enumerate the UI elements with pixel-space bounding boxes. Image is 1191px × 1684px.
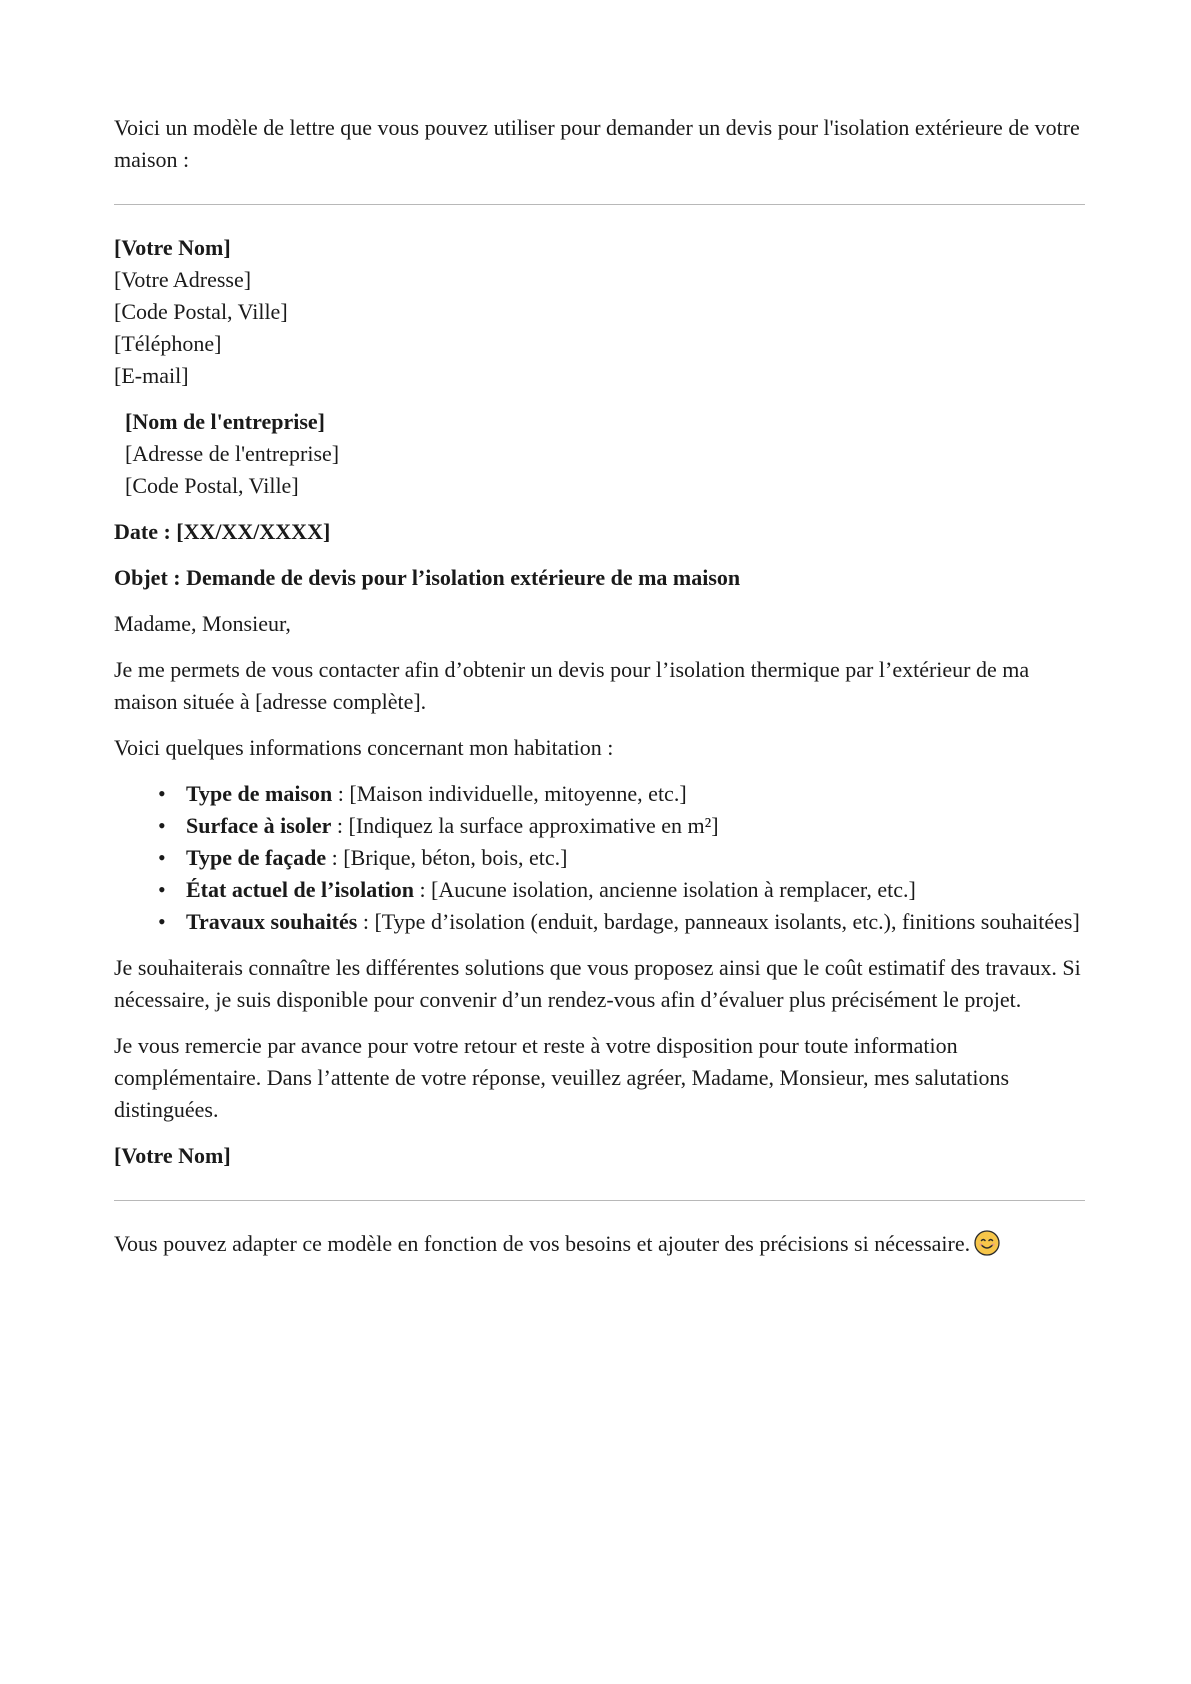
detail-label: Type de façade — [186, 845, 327, 870]
recipient-name: [Nom de l'entreprise] — [125, 409, 325, 434]
detail-value: : [Aucune isolation, ancienne isolation à remplacer, etc.] — [413, 877, 916, 902]
detail-label: Surface à isoler — [186, 813, 332, 838]
list-item — [186, 810, 1085, 842]
paragraph-closing: Je vous remercie par avance pour votre retour et reste à votre disposition pour toute information complémentaire. Dans l’attente de votre réponse, veuillez agréer, Madame, Monsieur, mes salutations distinguées. — [114, 1033, 1010, 1122]
recipient-block — [114, 406, 1085, 502]
list-item — [186, 778, 1085, 810]
top-divider — [114, 204, 1085, 205]
sender-block — [114, 232, 1085, 392]
outro-text — [114, 1228, 1085, 1260]
detail-label: Travaux souhaités — [186, 909, 358, 934]
detail-label: État actuel de l’isolation — [186, 877, 414, 902]
house-details-list — [114, 778, 1085, 938]
recipient-address: [Adresse de l'entreprise] — [125, 441, 340, 466]
letter-greeting: Madame, Monsieur, — [114, 611, 291, 636]
sender-email: [E-mail] — [114, 363, 189, 388]
signature-name: [Votre Nom] — [114, 1143, 231, 1168]
detail-value: : [Brique, béton, bois, etc.] — [326, 845, 568, 870]
bottom-divider — [114, 1200, 1085, 1201]
detail-label: Type de maison — [186, 781, 333, 806]
paragraph-info-heading: Voici quelques informations concernant mon habitation : — [114, 735, 614, 760]
paragraph-intro: Je me permets de vous contacter afin d’obtenir un devis pour l’isolation thermique par l’extérieur de ma maison située à [adresse complète]. — [114, 657, 1030, 714]
detail-value: : [Indiquez la surface approximative en m²] — [331, 813, 719, 838]
list-item — [186, 874, 1085, 906]
sender-name: [Votre Nom] — [114, 235, 231, 260]
letter-subject: Objet : Demande de devis pour l’isolation extérieure de ma maison — [114, 565, 741, 590]
sender-address: [Votre Adresse] — [114, 267, 252, 292]
detail-value: : [Type d’isolation (enduit, bardage, panneaux isolants, etc.), finitions souhaitées] — [357, 909, 1080, 934]
paragraph-solutions: Je souhaiterais connaître les différentes solutions que vous proposez ainsi que le coût estimatif des travaux. Si nécessaire, je suis disponible pour convenir d’un rendez-vous afin d’évaluer plus précisément le projet. — [114, 955, 1081, 1012]
list-item — [186, 906, 1085, 938]
list-item — [186, 842, 1085, 874]
outro-label: Vous pouvez adapter ce modèle en fonction de vos besoins et ajouter des précisions si nécessaire. — [114, 1231, 971, 1256]
sender-phone: [Téléphone] — [114, 331, 222, 356]
letter-date: Date : [XX/XX/XXXX] — [114, 519, 331, 544]
smiling-face-icon — [974, 1230, 1000, 1256]
intro-text: Voici un modèle de lettre que vous pouvez utiliser pour demander un devis pour l'isolation extérieure de votre maison : — [114, 115, 1080, 172]
sender-postal-city: [Code Postal, Ville] — [114, 299, 288, 324]
detail-value: : [Maison individuelle, mitoyenne, etc.] — [332, 781, 687, 806]
recipient-postal-city: [Code Postal, Ville] — [125, 473, 299, 498]
